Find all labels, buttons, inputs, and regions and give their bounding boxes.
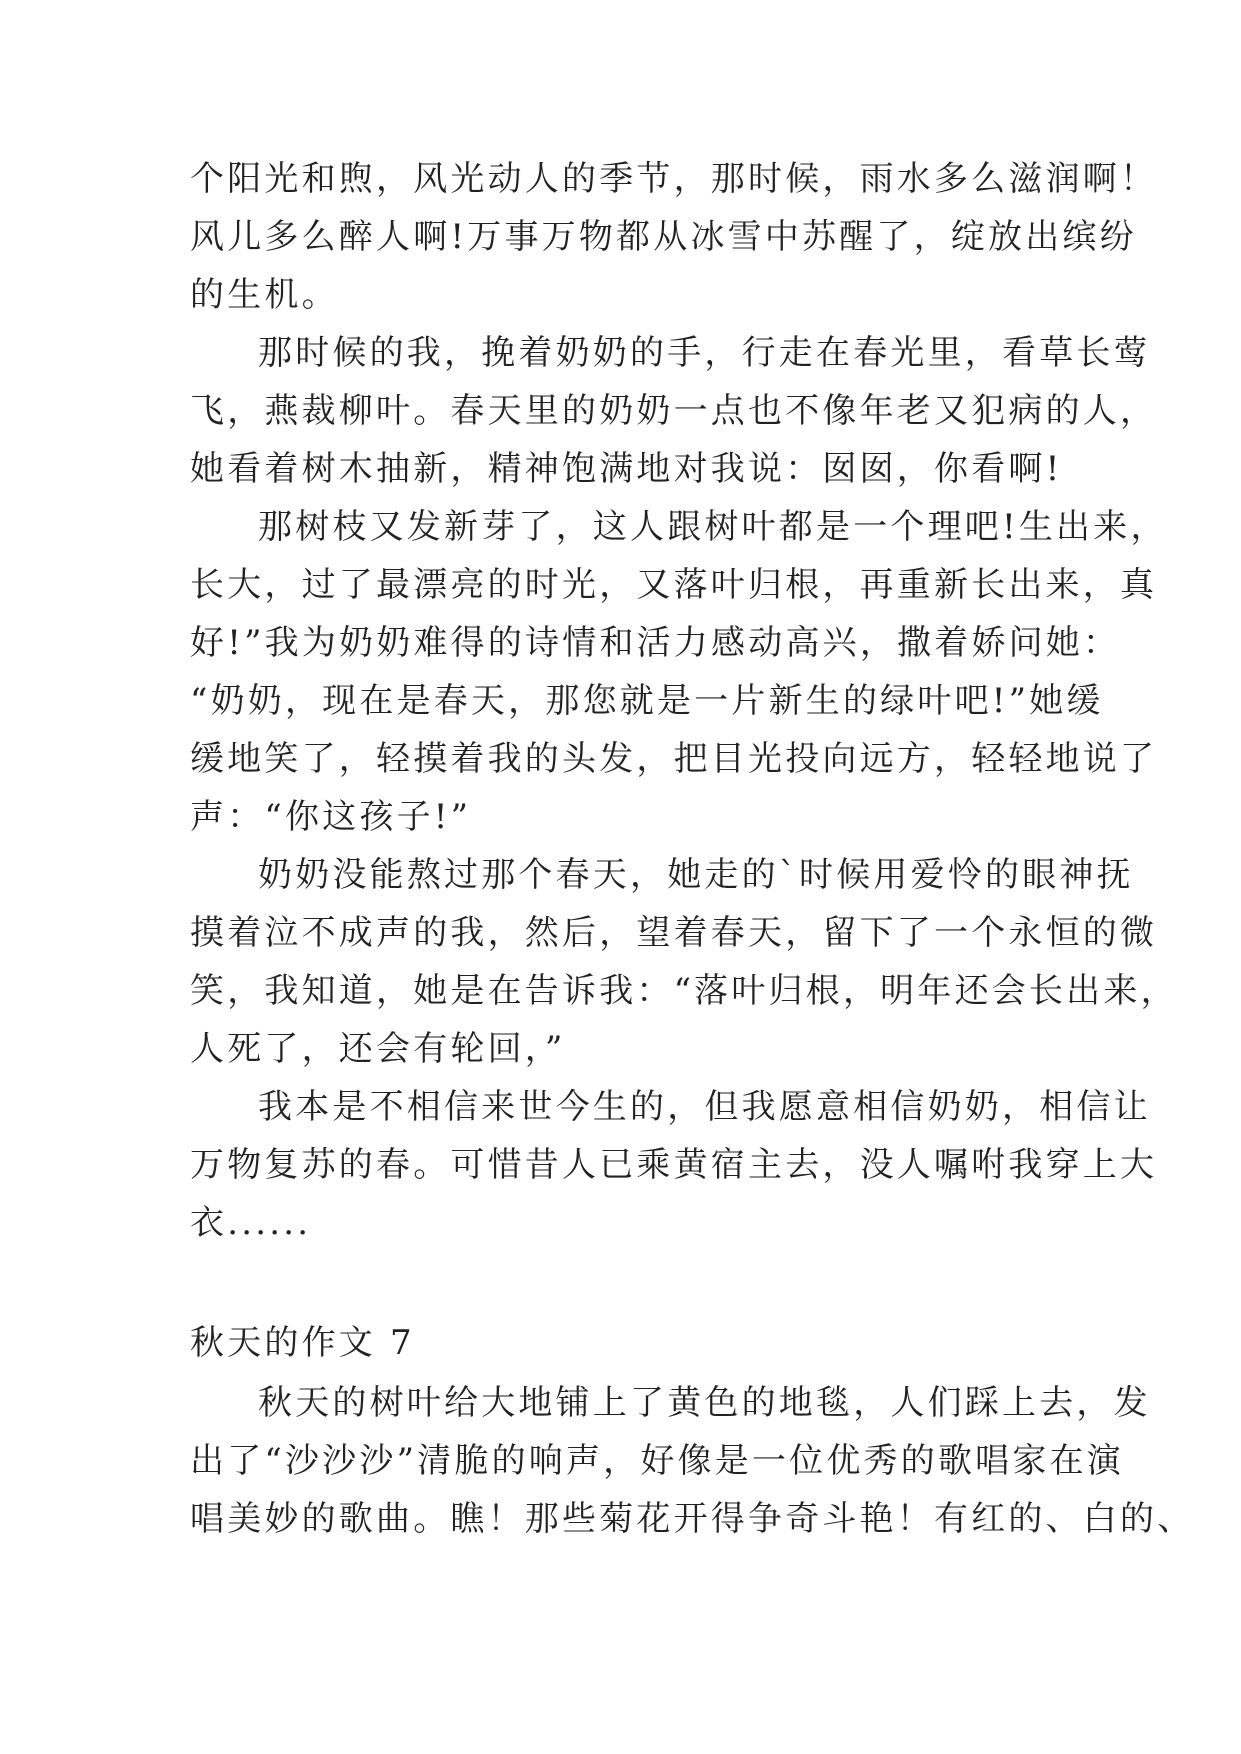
text-line: 秋天的树叶给大地铺上了黄色的地毯，人们踩上去，发: [258, 1383, 1151, 1423]
essay-body-part-2: [190, 1374, 1195, 1548]
text-line: 缓地笑了，轻摸着我的头发，把目光投向远方，轻轻地说了: [190, 739, 1158, 779]
text-line: 的生机。: [190, 275, 339, 315]
text-line: 笑，我知道，她是在告诉我：“落叶归根，明年还会长出来，: [190, 971, 1178, 1011]
essay-body-part-1: [190, 150, 1178, 1252]
text-line: 唱美妙的歌曲。瞧！那些菊花开得争奇斗艳！有红的、白的、: [190, 1499, 1195, 1539]
text-line: 奶奶没能熬过那个春天，她走的`时候用爱怜的眼神抚: [258, 855, 1134, 895]
text-line: 摸着泣不成声的我，然后，望着春天，留下了一个永恒的微: [190, 913, 1158, 953]
text-line: 风儿多么醉人啊!万事万物都从冰雪中苏醒了，绽放出缤纷: [190, 217, 1137, 257]
text-line: 衣......: [190, 1203, 312, 1243]
text-line: 声：“你这孩子!”: [190, 797, 472, 837]
text-line: 那时候的我，挽着奶奶的手，行走在春光里，看草长莺: [258, 333, 1151, 373]
text-line: 那树枝又发新芽了，这人跟树叶都是一个理吧!生出来，: [258, 507, 1168, 547]
text-line: 万物复苏的春。可惜昔人已乘黄宿主去，没人嘱咐我穿上大: [190, 1145, 1158, 1185]
text-line: 我本是不相信来世今生的，但我愿意相信奶奶，相信让: [258, 1087, 1151, 1127]
text-line: 个阳光和煦，风光动人的季节，那时候，雨水多么滋润啊！: [190, 159, 1158, 199]
text-line: “奶奶，现在是春天，那您就是一片新生的绿叶吧!”她缓: [190, 681, 1104, 721]
essay-heading: 秋天的作文 7: [190, 1323, 415, 1363]
text-line: 她看着树木抽新，精神饱满地对我说：囡囡，你看啊!: [190, 449, 1063, 489]
text-line: 飞，燕裁柳叶。春天里的奶奶一点也不像年老又犯病的人，: [190, 391, 1158, 431]
text-line: 长大，过了最漂亮的时光，又落叶归根，再重新长出来，真: [190, 565, 1158, 605]
text-line: 出了“沙沙沙”清脆的响声，好像是一位优秀的歌唱家在演: [190, 1441, 1124, 1481]
text-line: 人死了，还会有轮回，”: [190, 1029, 566, 1069]
text-line: 好!”我为奶奶难得的诗情和活力感动高兴，撒着娇问她：: [190, 623, 1121, 663]
